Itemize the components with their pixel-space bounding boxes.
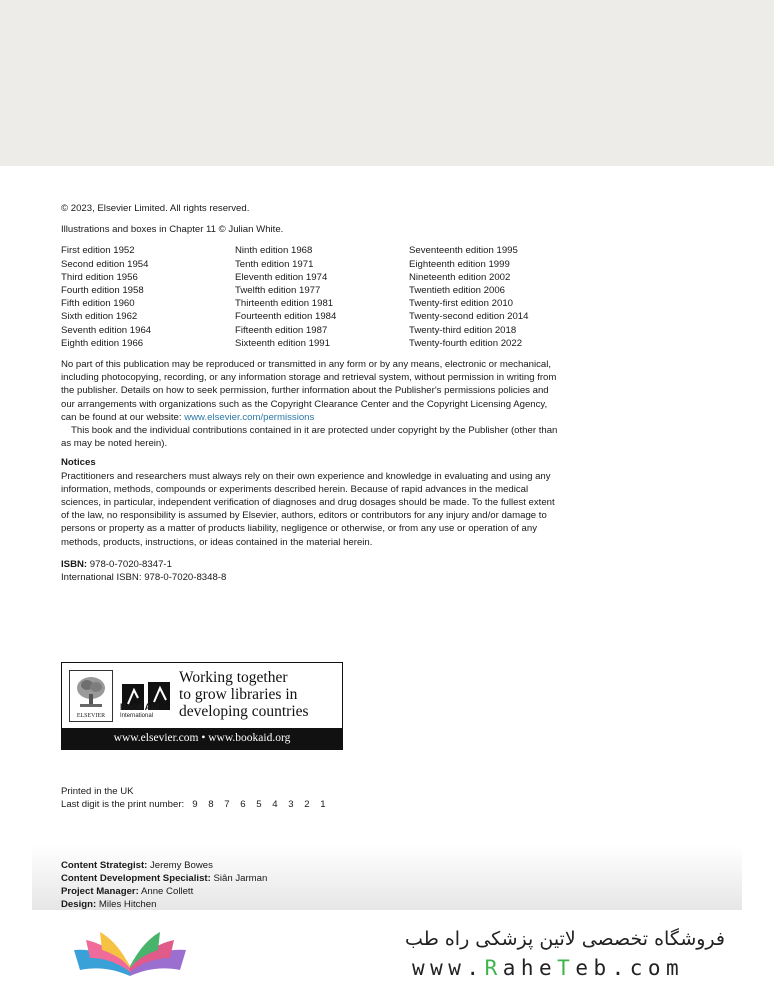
credit-line [61,859,267,872]
store-name-persian: فروشگاه تخصصی لاتین پزشکی راه طب [405,928,725,950]
edition-entry: Sixth edition 1962 [61,311,138,323]
print-digit: 7 [224,799,230,810]
copyright-content [61,202,581,584]
edition-entry: Twenty-third edition 2018 [409,324,517,336]
credit-line [61,885,267,898]
notices-line: persons or property as a matter of products liability, negligence or otherwise, or from any use or operation of any [61,523,538,535]
rights-line: our arrangements with organizations such as the Copyright Clearance Center and the Copyright Licensing Agency, [61,398,548,410]
edition-entry: Ninth edition 1968 [235,245,313,257]
edition-entry: Eleventh edition 1974 [235,271,328,283]
book-aid-websites[interactable]: www.elsevier.com • www.bookaid.org [62,728,342,749]
open-book-logo-icon [70,926,190,982]
edition-entry: Nineteenth edition 2002 [409,271,511,283]
permissions-link[interactable]: www.elsevier.com/permissions [184,411,315,423]
edition-column-2 [235,244,409,350]
website-line [61,411,581,424]
credit-role: Design: [61,899,97,910]
printed-in: Printed in the UK [61,786,134,797]
url-part: ahe [502,956,558,980]
notices-line: sciences, in particular, independent verification of diagnoses and drug dosages should be made. To the fullest extent [61,497,555,509]
edition-entry: Tenth edition 1971 [235,258,314,270]
elsevier-wordmark: ELSEVIER [76,713,106,719]
edition-entry: Twentieth edition 2006 [409,285,506,297]
rights-line: the publisher. Details on how to seek permission, further information about the Publisher's permissions policies and [61,385,549,397]
url-part: T [557,956,576,980]
print-digit: 9 [192,799,198,810]
edition-entry: Seventeenth edition 1995 [409,245,518,257]
edition-entry: Eighteenth edition 1999 [409,258,510,270]
edition-entry: Third edition 1956 [61,271,138,283]
isbn-label: ISBN: [61,558,88,570]
rights-statement [61,358,581,450]
store-website[interactable] [412,956,684,980]
edition-entry: Sixteenth edition 1991 [235,337,330,349]
edition-history [61,244,581,350]
edition-entry: Twenty-second edition 2014 [409,311,529,323]
print-digit: 4 [272,799,278,810]
edition-entry: Seventh edition 1964 [61,324,152,336]
print-digit: 5 [256,799,262,810]
credit-role: Content Development Specialist: [61,873,211,884]
tagline-line: Working together [179,669,288,686]
credit-name: Miles Hitchen [96,899,157,910]
url-part: eb.com [575,956,685,980]
isbn-value: 978-0-7020-8347-1 [87,558,172,570]
notices-line: of the law, no responsibility is assumed by Elsevier, authors, editors or contributors for any injury and/or damage to [61,510,547,522]
notices-line: information, methods, compounds or experiments described herein. Because of rapid advances in the medical [61,483,529,495]
protected-line: as may be noted herein). [61,438,168,450]
tagline-line: to grow libraries in [179,686,298,703]
credit-name: Jeremy Bowes [147,860,213,871]
credit-line [61,872,267,885]
credit-name: Siân Jarman [210,873,268,884]
international-isbn: International ISBN: 978-0-7020-8348-8 [61,572,227,584]
edition-entry: First edition 1952 [61,245,135,257]
notices-line: Practitioners and researchers must always rely on their own experience and knowledge in evaluating and using any [61,470,551,482]
copyright-line: © 2023, Elsevier Limited. All rights reserved. [61,203,250,214]
isbn-section [61,558,581,584]
illustrations-credit: Illustrations and boxes in Chapter 11 © Julian White. [61,224,284,236]
top-blank-band [0,0,774,166]
print-digit: 8 [208,799,214,810]
rights-line: No part of this publication may be reproduced or transmitted in any form or by any means, electronic or mechanical, [61,359,552,371]
edition-entry: Twenty-fourth edition 2022 [409,337,523,349]
url-part: R [484,956,503,980]
edition-entry: Thirteenth edition 1981 [235,298,334,310]
credit-role: Project Manager: [61,886,139,897]
print-digit: 2 [304,799,310,810]
tagline-line: developing countries [179,703,309,720]
printing-info [61,785,336,811]
print-digit: 3 [288,799,294,810]
book-aid-banner [61,662,343,750]
book-aid-name: Book Aid [120,702,160,712]
book-aid-international: International [120,713,154,719]
book-aid-tagline [179,669,309,720]
edition-entry: Fourteenth edition 1984 [235,311,337,323]
credit-line [61,898,267,911]
last-digit-label: Last digit is the print number: [61,799,185,810]
url-part: www. [412,956,485,980]
edition-entry: Fourth edition 1958 [61,285,144,297]
credit-name: Anne Collett [138,886,194,897]
isbn-line [61,558,581,571]
edition-entry: Fifteenth edition 1987 [235,324,328,336]
print-number-line [61,798,336,811]
edition-entry: Eighth edition 1966 [61,337,144,349]
notices-heading: Notices [61,457,96,469]
edition-entry: Second edition 1954 [61,258,149,270]
notices-section [61,456,581,548]
protected-line: This book and the individual contributions contained in it are protected under copyright by the Publisher (other than [71,425,558,437]
credit-role: Content Strategist: [61,860,148,871]
edition-entry: Fifth edition 1960 [61,298,135,310]
website-prefix: can be found at our website: [61,411,185,423]
print-digit: 1 [320,799,326,810]
notices-line: methods, products, instructions, or ideas contained in the material herein. [61,536,373,548]
edition-entry: Twelfth edition 1977 [235,285,321,297]
edition-entry: Twenty-first edition 2010 [409,298,513,310]
elsevier-logo [69,670,113,722]
elsevier-tree-icon [74,674,108,710]
production-credits [61,859,267,911]
print-digit: 6 [240,799,246,810]
edition-column-1 [61,244,235,350]
edition-column-3 [409,244,581,350]
rights-line: including photocopying, recording, or any information storage and retrieval system, without permission in writing from [61,372,557,384]
